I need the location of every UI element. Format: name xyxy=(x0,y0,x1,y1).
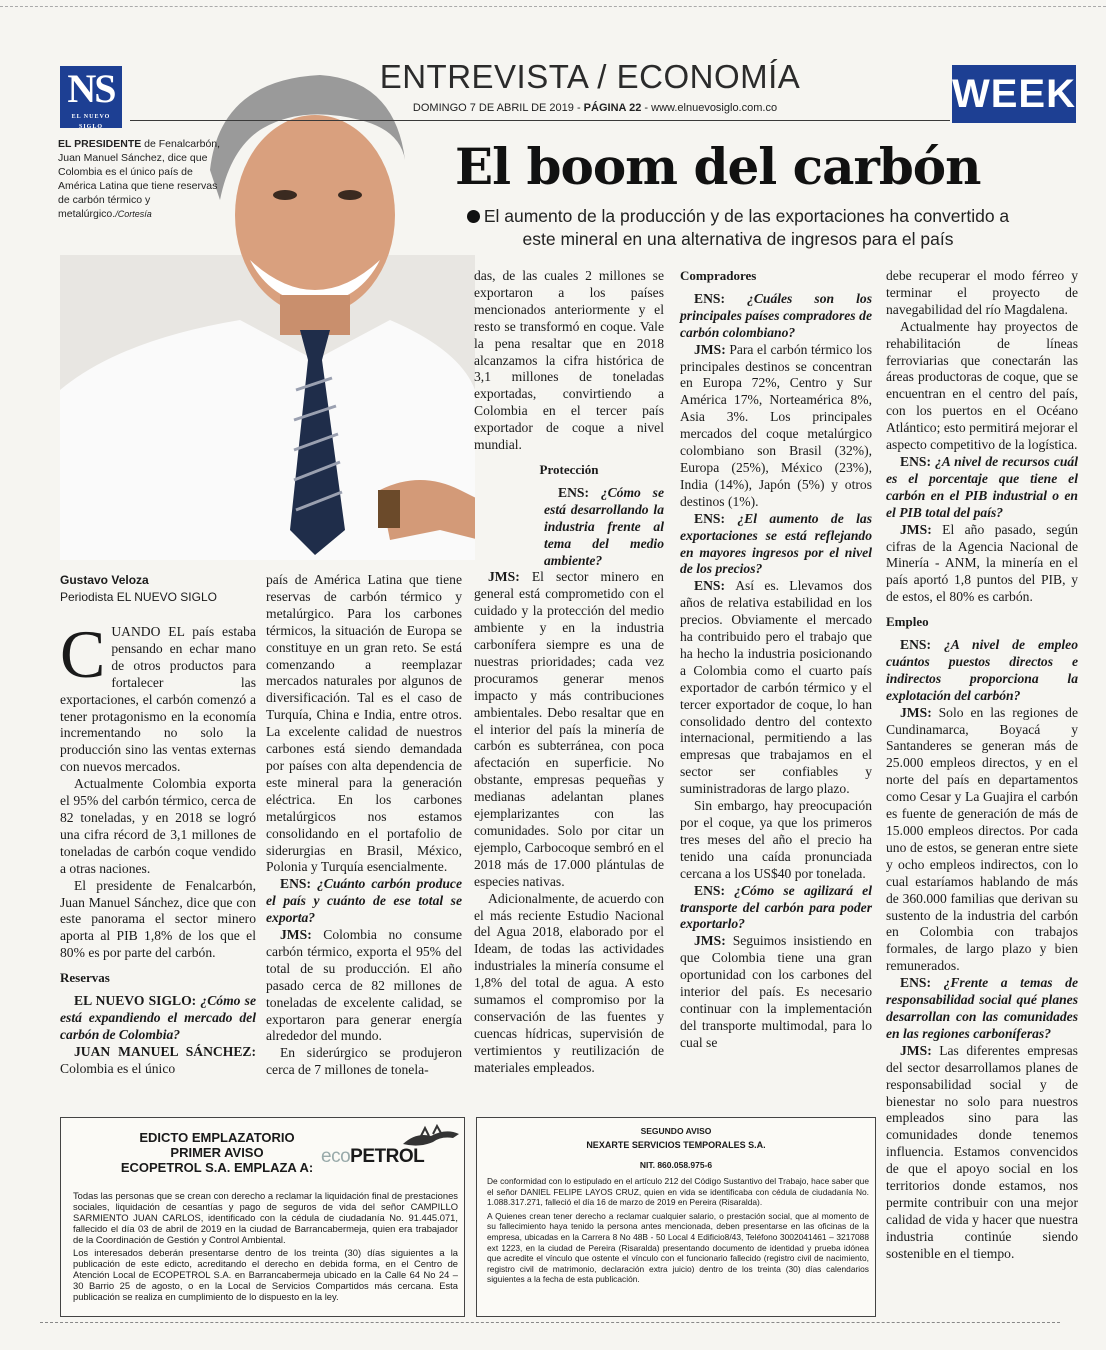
question xyxy=(266,876,462,927)
answer-text: Colombia no consume carbón térmico, exporta el 95% del total de su producción. El año pasado cerca de 82 millones de toneladas de excelente calidad, se exportaron para generar energía alrededor del mundo. xyxy=(266,927,462,1044)
answer xyxy=(474,569,664,890)
subhead-empleo: Empleo xyxy=(886,614,929,630)
question-text: ¿A nivel de empleo cuántos puestos directos e indirectos proporciona la explotación del carbón? xyxy=(886,637,1078,703)
question-speaker: ENS: xyxy=(694,510,738,526)
answer xyxy=(886,1043,1078,1263)
paragraph: debe recuperar el modo férreo y terminar el proyecto de navegabilidad del río Magdalena. xyxy=(886,268,1078,317)
lead-text: UANDO EL país estaba pensando en echar mano de otros productos para fortalecer las exportaciones, el carbón comenzó a tener protagonismo en la economía incrementando no solo la producción sino las ventas externas con nuevos mercados. xyxy=(60,624,256,775)
answer-speaker: ENS: xyxy=(694,578,736,594)
paragraph: El presidente de Fenalcarbón, Juan Manuel Sánchez, dice que con este panorama el sector minero aporta al PIB 1,8% de los que el 80% es por parte del carbón. xyxy=(60,877,256,961)
answer xyxy=(680,578,872,798)
answer-speaker: JMS: xyxy=(694,933,733,949)
dropcap: C xyxy=(60,616,106,692)
question-text: ¿A nivel de recursos cuál es el porcentaje que tiene el carbón en el PIB industrial o en el PIB total del país? xyxy=(886,453,1078,520)
question-speaker: ENS: xyxy=(558,484,601,500)
answer xyxy=(266,927,462,1045)
column-4 xyxy=(680,268,872,1052)
question-text: ¿Cuáles son los principales países compradores de carbón colombiano? xyxy=(680,290,872,340)
portrait-photo xyxy=(60,60,475,560)
caption-text: de Fenalcarbón, Juan Manuel Sánchez, dice que Colombia es el único país de América Latina que tiene reservas de carbón térmico y metalúrgico. xyxy=(58,138,221,220)
edict-summons: ECOPETROL S.A. EMPLAZA A: xyxy=(120,1160,314,1175)
paragraph: Actualmente hay proyectos de rehabilitación de líneas ferroviarias que conectarán las áreas productoras de coque, que se encuentran en el centro del país, con los puertos en el Océano Atlántico; esto permitirá mejorar el aspecto competitivo de la logística. xyxy=(886,318,1078,453)
deck xyxy=(448,205,1028,251)
answer-text: El año pasado, según cifras de la Agencia Nacional de Minería - ANM, la minería en el país aportó 1,8 puntos del PIB, y de estos, el 80% es carbón. xyxy=(886,521,1078,605)
subhead-reservas: Reservas xyxy=(60,970,110,986)
byline-name: Gustavo Veloza xyxy=(60,573,149,587)
caption-lead: EL PRESIDENTE xyxy=(58,138,142,150)
answer-text: Así es. Llevamos dos años de relativa estabilidad en los precios. Obviamente el mercado ha contribuido pero el trabajo que ha hecho la industria posicionando a Colombia como el cuarto país exportador de carbón térmico y el tercer exportador de coque, lo han consolidado dentro del contexto internacional, permitiendo a las empresas que trabajamos en el sector ser confiables y suministradoras de largo plazo. xyxy=(680,578,872,797)
question-speaker: ENS: xyxy=(900,637,944,653)
question xyxy=(680,291,872,342)
question-speaker: ENS: xyxy=(694,882,735,898)
answer xyxy=(680,933,872,1051)
answer-speaker: JMS: xyxy=(900,1042,940,1058)
dateline-url: - www.elnuevosiglo.com.co xyxy=(641,102,778,114)
answer-text: Colombia es el único xyxy=(60,1060,176,1076)
paragraph: Sin embargo, hay preocupación por el coque, ya que los primeros tres meses del año el precio ha tenido una caída pronunciada cercana a los US$40 por tonelada. xyxy=(680,798,872,881)
column-1 xyxy=(60,572,256,1078)
bullet-icon xyxy=(467,210,480,223)
deck-text: El aumento de la producción y de las exportaciones ha convertido a este mineral en una alternativa de ingresos para el país xyxy=(483,206,1010,249)
paragraph: En siderúrgico se produjeron cerca de 7 millones de tonela- xyxy=(266,1045,462,1078)
byline-role: Periodista EL NUEVO SIGLO xyxy=(60,590,217,604)
question-text: ¿Frente a temas de responsabilidad social qué planes desarrollan con las comunidades en las regiones carboníferas? xyxy=(886,975,1078,1041)
scan-edge-bottom xyxy=(40,1322,1060,1323)
question-text: ¿Cuánto carbón produce el país y cuánto de ese total se exporta? xyxy=(266,876,462,926)
answer-speaker: JMS: xyxy=(280,927,324,943)
paragraph: Adicionalmente, de acuerdo con el más reciente Estudio Nacional del Agua 2018, elaborado por el Ideam, de todas las actividades industriales la minería consume el 1,8% del total de agua. A esto sumamos el compromiso por la conservación de las fuentes y cuencas hídricas, supervisión de vertimientos y reutilización de materiales empleados. xyxy=(474,890,664,1075)
question-text: ¿El aumento de las exportaciones se está reflejando en mayores ingresos por el nivel de los precios? xyxy=(680,510,872,577)
edict-notice: PRIMER AVISO xyxy=(170,1145,264,1160)
question-speaker: ENS: xyxy=(900,975,944,991)
ecopetrol-edict-ad xyxy=(60,1117,465,1317)
notice-title: SEGUNDO AVISO xyxy=(640,1126,712,1136)
paragraph: Actualmente Colombia exporta el 95% del carbón térmico, cerca de 82 toneladas, y en 2018 se logró una cifra récord de 3,1 millones de toneladas de carbón coque vendido a otras naciones. xyxy=(60,776,256,876)
column-2 xyxy=(266,572,462,1079)
logo-letters: NS xyxy=(67,66,115,111)
lead-paragraph xyxy=(60,616,256,776)
notice-nit: NIT. 860.058.975-6 xyxy=(639,1160,713,1170)
edict-header xyxy=(117,1130,317,1175)
notice-paragraph: A Quienes crean tener derecho a reclamar cualquier salario, o prestación social, que al momento de su fallecimiento haya tenido la persona antes mencionada, deben presentarse en las oficinas de la empresa, ubicadas en la Carrera 8 No 48B - 50 Local 4 Edificio8/43, Teléfono 3002041461 – 3217088 ext 1223, en la ciudad de Pereira (Risaralda) presentando documento de identidad y prueba idónea que acredite el vínculo que ostente el vínculo con el funcionario fallecido (registro civil de nacimiento, registro civil de matrimonio, declaración extra juicio) dentro de los treinta (30) días calendarios siguientes a la fecha de esta publicación. xyxy=(487,1210,869,1285)
answer xyxy=(60,1044,256,1078)
edict-paragraph: Todas las personas que se crean con derecho a reclamar la liquidación final de prestaciones sociales, liquidación de cesantías y pago de seguros de vida del señor CAMPILLO SARMIENTO JUAN CARLOS, identificado con la cédula de ciudadanía No. 91.445.071, fallecido el día 03 de abril de 2019 en la ciudad de Barrancabermeja, quien era trabajador de la Coordinación de Gestión y Control Ambiental. xyxy=(73,1190,458,1245)
question xyxy=(886,975,1078,1043)
portrait-illustration xyxy=(60,60,475,560)
question xyxy=(680,883,872,934)
notice-company: NEXARTE SERVICIOS TEMPORALES S.A. xyxy=(586,1140,766,1150)
answer-text: Seguimos insistiendo en que Colombia tiene una gran oportunidad con los carbones del interior del país. Es necesario continuar con la implementación del transporte multimodal, para lo cual se xyxy=(680,933,872,1050)
answer-speaker: JUAN MANUEL SÁNCHEZ: xyxy=(74,1043,256,1059)
question xyxy=(544,485,664,570)
question-text: ¿Cómo se está expandiendo el mercado del carbón de Colombia? xyxy=(60,993,256,1042)
dateline xyxy=(360,102,830,114)
answer-text: Solo en las regiones de Cundinamarca, Boyacá y Santanderes se generan más de 25.000 empleos directos, y en el norte del país en departamentos como Cesar y La Guajira el carbón es fuente de generación de más de 15.000 empleos directos. Por cada uno de estos, se generan entre siete y ocho empleos indirectos, con lo cual estaríamos hablando de más de 360.000 familias que derivan su sustento de la industria del carbón en Colombia con trabajos formales, de largo plazo y bien remunerados. xyxy=(886,704,1078,974)
question-speaker: ENS: xyxy=(900,453,935,469)
paragraph: país de América Latina que tiene reservas de carbón térmico y metalúrgico. Para los carbones térmicos, la situación de Europa se constituye en un gran reto. Se está comenzando a reemplazar mercados naturales por algunos de diversificación. Tal es el caso de Turquía, China e India, entre otros. La excelente calidad de nuestros carbones está siendo demandada por países con alta dependencia de este mineral para la generación eléctrica. En los carbones metalúrgicos nos estamos consolidando en el portafolio de siderurgias en Brasil, México, Polonia y Turquía esencialmente. xyxy=(266,572,462,875)
header-rule xyxy=(130,120,950,121)
question-text: ¿Cómo se está desarrollando la industria frente al tema del medio ambiente? xyxy=(544,484,664,568)
section-title: ENTREVISTA / ECONOMÍA xyxy=(379,58,801,95)
logo-eco: eco xyxy=(321,1146,351,1167)
dateline-date: DOMINGO 7 DE ABRIL DE 2019 - xyxy=(412,102,584,114)
subhead-compradores: Compradores xyxy=(680,268,757,283)
newspaper-logo xyxy=(60,66,122,128)
notice-body xyxy=(487,1176,869,1288)
question-text: ¿Cómo se agilizará el transporte del carbón para poder exportarlo? xyxy=(680,882,872,932)
answer-speaker: JMS: xyxy=(694,341,730,357)
answer xyxy=(886,705,1078,976)
question xyxy=(680,511,872,579)
byline xyxy=(60,572,256,606)
question xyxy=(886,454,1078,522)
answer xyxy=(886,522,1078,607)
photo-caption xyxy=(58,137,228,221)
column-5 xyxy=(886,268,1078,1263)
answer-text: Para el carbón térmico los principales destinos se concentran en Europa 72%, Centro y Sur América 17%, Norteamérica 8%, Asia 3%. Los principales mercados del coque metalúrgico colombiano son Brasil (32%), Europa (25%), México (23%), India (14%), Japón (5%) y otros destinos (1%). xyxy=(680,341,872,509)
edict-body xyxy=(73,1190,458,1304)
answer-speaker: JMS: xyxy=(488,569,532,585)
question xyxy=(886,637,1078,705)
answer-text: El sector minero en general está comprometido con el cuidado y la protección del medio ambiente y en la industria carbonífera siempre es una de nuestras prioridades; cada vez procuramos generar menos impacto y más contribuciones ambientales. Debo resaltar que en el interior del país la minería de carbón es subterránea, con poca afectación en superficie. No obstante, empresas pequeñas y medianas adelantan planes ejemplarizantes con las comunidades. Solo por citar un ejemplo, Carbocoque sembró en el 2018 más de 17.000 plántulas de especies nativas. xyxy=(474,569,664,889)
logo-petrol: PETROL xyxy=(350,1146,425,1167)
logo-subtitle: EL NUEVO SIGLO xyxy=(71,114,111,130)
answer-speaker: JMS: xyxy=(900,521,943,537)
question xyxy=(60,993,256,1044)
caption-credit: /Cortesía xyxy=(115,209,152,219)
question-speaker: ENS: xyxy=(694,290,748,306)
edict-paragraph: Los interesados deberán presentarse dentro de los treinta (30) días siguientes a la publicación de este edicto, acreditando el derecho en debida forma, en el Centro de Atención Local de ECOPETROL S.A. en Barrancabermeja ubicado en la Calle 64 No 24 – 30 Barrio 25 de agosto, o en la Local de Servicios Compartidos más cercana. Esta publicación se realiza en cumplimiento de lo dispuesto en la ley. xyxy=(73,1247,458,1302)
question-speaker: ENS: xyxy=(280,876,317,892)
ecopetrol-logo xyxy=(321,1146,424,1168)
notice-paragraph: De conformidad con lo estipulado en el artículo 212 del Código Sustantivo del Trabajo, hace saber que el señor DANIEL FELIPE LAYOS CRUZ, quien en vida se identificaba con cédula de ciudadanía No. 1.088.317.271, falleció el día 16 de marzo de 2019 en Pereira (Risaralda). xyxy=(487,1176,869,1208)
nexarte-notice-ad xyxy=(476,1117,876,1317)
column-3 xyxy=(474,268,664,1077)
edict-title: EDICTO EMPLAZATORIO xyxy=(139,1130,295,1145)
answer xyxy=(680,342,872,511)
subhead-proteccion: Protección xyxy=(539,461,599,477)
answer-speaker: JMS: xyxy=(900,704,939,720)
answer-text: Las diferentes empresas del sector desarrollamos planes de responsabilidad social y de bienestar no solo para nuestros empleados sino para las comunidades donde tenemos influencia. Estamos convencidos de que el apoyo social en los territorios donde estamos, nos permite contribuir con una mejor calidad de vida y hacer que nuestra industria continúe siendo sostenible en el tiempo. xyxy=(886,1042,1078,1261)
dateline-page: PÁGINA 22 xyxy=(583,102,642,114)
scan-edge-top xyxy=(0,6,1106,7)
week-logo: WEEK xyxy=(952,65,1076,123)
question-speaker: EL NUEVO SIGLO: xyxy=(74,993,201,1009)
headline: El boom del carbón xyxy=(455,137,981,196)
paragraph: das, de las cuales 2 millones se exportaron a los países mencionados anteriormente y el resto se transformó en coque. Vale la pena resaltar que en 2018 alcanzamos la cifra histórica de 3,1 millones de toneladas exportadas, convirtiendo a Colombia en el tercer país exportador de coque a nivel mundial. xyxy=(474,268,664,453)
